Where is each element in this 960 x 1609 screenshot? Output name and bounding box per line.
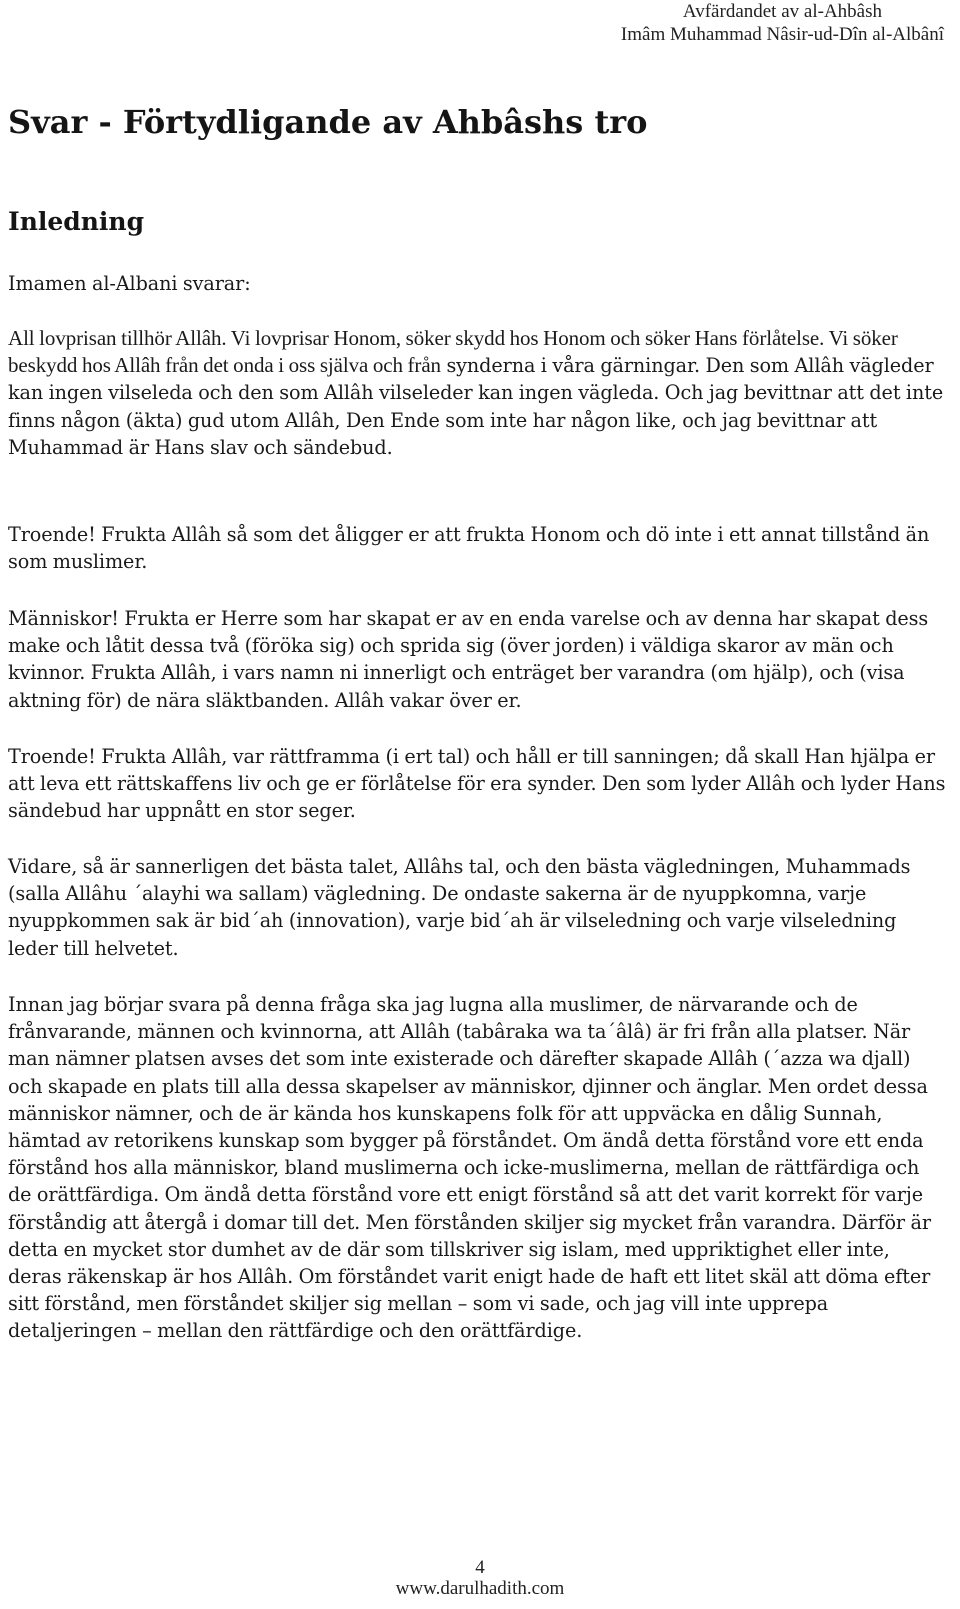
header-book-title: Avfärdandet av al-Ahbâsh bbox=[682, 1, 882, 22]
page-number: 4 bbox=[475, 1557, 485, 1578]
page-title: Svar - Förtydligande av Ahbâshs tro bbox=[8, 103, 648, 141]
page-footer bbox=[0, 1557, 960, 1599]
intro-line: Imamen al-Albani svarar: bbox=[8, 272, 251, 295]
paragraph-believers-2: Troende! Frukta Allâh, var rättframma (i ert tal) och håll er till sanningen; då skall Han hjälpa er att leva ett rättskaffens liv och ge er förlåtelse för era synder. Den som lyder Allâh och lyder Hans sändebud har uppnått en stor seger. bbox=[8, 745, 946, 823]
page-header bbox=[621, 0, 944, 46]
paragraph-believers-1: Troende! Frukta Allâh så som det åligger er att frukta Honom och dö inte i ett annat tillstånd än som muslimer. bbox=[8, 523, 930, 574]
paragraph-best-speech: Vidare, så är sannerligen det bästa talet, Allâhs tal, och den bästa vägledningen, Muhammads (salla Allâhu ´alayhi wa sallam) vägledning. De ondaste sakerna är de nyuppkomna, varje nyuppkommen sak är bid´ah (innovation), varje bid´ah är vilseledning och varje vilseledning leder till helvetet. bbox=[8, 855, 911, 960]
paragraph-praise-rest: synderna i våra gärningar. Den som Allâh vägleder kan ingen vilseleda och den som Allâh vilseleder kan ingen vägleda. Och jag bevittnar att det inte finns någon (äkta) gud utom Allâh, Den Ende som inte har någon like, och jag bevittnar att Muhammad är Hans slav och sändebud. bbox=[8, 354, 944, 459]
header-author: Imâm Muhammad Nâsir-ud-Dîn al-Albânî bbox=[620, 24, 944, 45]
paragraph-praise-lead: All lovprisan tillhör Allâh. Vi lovprisar Honom, söker skydd hos Honom och söker Hans förlåtelse. Vi söker beskydd hos Allâh från det onda i oss själva och från bbox=[8, 326, 898, 378]
paragraph-praise bbox=[8, 325, 948, 461]
section-heading: Inledning bbox=[8, 207, 145, 236]
paragraph-people: Människor! Frukta er Herre som har skapat er av en enda varelse och av denna har skapat dess make och låtit dessa två (föröka sig) och sprida sig (över jorden) i väldiga skaror av män och kvinnor. Frukta Allâh, i vars namn ni innerligt och enträget ber varandra (om hjälp), och (visa aktning för) de nära släktbanden. Allâh vakar över er. bbox=[8, 607, 929, 712]
website-link[interactable]: www.darulhadith.com bbox=[395, 1578, 565, 1599]
paragraph-answer: Innan jag börjar svara på denna fråga ska jag lugna alla muslimer, de närvarande och de frånvarande, männen och kvinnorna, att Allâh (tabâraka wa ta´âlâ) är fri från alla platser. När man nämner platsen avses det som inte existerade och därefter skapade Allâh (´azza wa djall) och skapade en plats till alla dessa skapelser av människor, djinner och änglar. Men ordet dessa människor nämner, och de är kända hos kunskapens folk för att uppväcka en dålig Sunnah, hämtad av retorikens kunskap som bygger på förståndet. Om ändå detta förstånd vore ett enda förstånd hos alla människor, bland muslimerna och icke-muslimerna, mellan de rättfärdiga och de orättfärdiga. Om ändå detta förstånd vore ett enigt förstånd så att det varit korrekt för varje förståndig att återgå i domar till det. Men förstånden skiljer sig mycket från varandra. Därför är detta en mycket stor dumhet av de där som tillskriver sig islam, med uppriktighet eller inte, deras räkenskap är hos Allâh. Om förståndet varit enigt hade de haft ett litet skäl att döma efter sitt förstånd, men förståndet skiljer sig mellan – som vi sade, och jag vill inte upprepa detaljeringen – mellan den rättfärdige och den orättfärdige. bbox=[8, 993, 931, 1343]
